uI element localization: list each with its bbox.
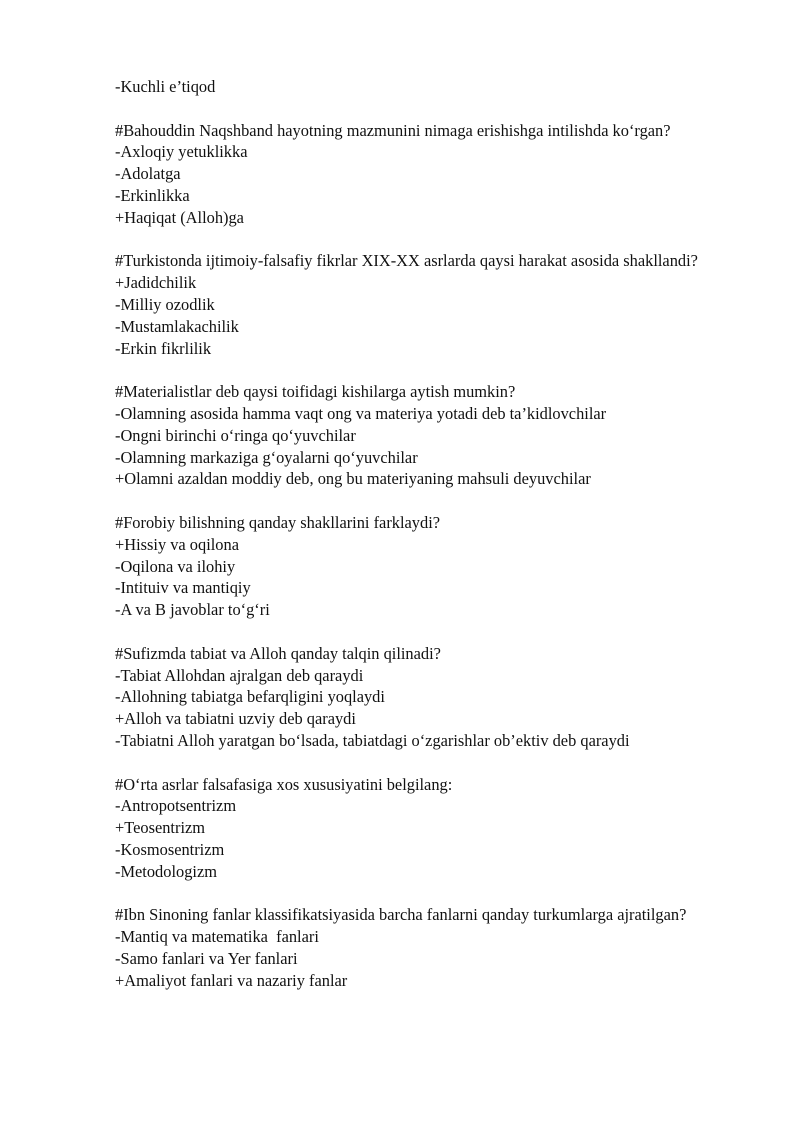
answer-option: -A va B javoblar to‘g‘ri: [115, 600, 270, 620]
answer-option: -Allohning tabiatga befarqligini yoqlaydi: [115, 687, 385, 707]
question-block-6: [115, 774, 743, 883]
question-text: #Forobiy bilishning qanday shakllarini farklaydi?: [115, 512, 441, 532]
question-text: #Turkistonda ijtimoiy-falsafiy fikrlar XIX-XX asrlarda qaysi harakat asosida shakllandi?: [115, 251, 698, 271]
question-block-2: [115, 250, 743, 359]
question-block-5: [115, 643, 743, 752]
answer-option: -Olamning asosida hamma vaqt ong va materiya yotadi deb ta’kidlovchilar: [115, 403, 607, 423]
answer-option: -Axloqiy yetuklikka: [115, 142, 248, 162]
answer-option-correct: +Teosentrizm: [115, 818, 206, 838]
question-text: #Sufizmda tabiat va Alloh qanday talqin qilinadi?: [115, 643, 441, 663]
answer-option: -Tabiatni Alloh yaratgan bo‘lsada, tabiatdagi o‘zgarishlar ob’ektiv deb qaraydi: [115, 730, 630, 750]
answer-option-correct: +Haqiqat (Alloh)ga: [115, 207, 244, 227]
answer-option-correct: +Hissiy va oqilona: [115, 534, 239, 554]
answer-option: -Tabiat Allohdan ajralgan deb qaraydi: [115, 665, 364, 685]
answer-option-correct: +Jadidchilik: [115, 273, 197, 293]
answer-option: -Antropotsentrizm: [115, 796, 237, 816]
answer-option: -Ongni birinchi o‘ringa qo‘yuvchilar: [115, 425, 356, 445]
answer-option-correct: +Amaliyot fanlari va nazariy fanlar: [115, 970, 348, 990]
answer-option: -Kosmosentrizm: [115, 839, 225, 859]
document-page: [115, 76, 743, 991]
question-text: #O‘rta asrlar falsafasiga xos xususiyatini belgilang:: [115, 774, 453, 794]
intro-line: -Kuchli e’tiqod: [115, 77, 216, 96]
question-text: #Bahouddin Naqshband hayotning mazmunini nimaga erishishga intilishda ko‘rgan?: [115, 120, 671, 140]
question-text: #Ibn Sinoning fanlar klassifikatsiyasida barcha fanlarni qanday turkumlarga ajratilgan?: [115, 905, 687, 925]
answer-option: -Intituiv va mantiqiy: [115, 578, 251, 598]
answer-option: -Olamning markaziga g‘oyalarni qo‘yuvchilar: [115, 447, 418, 467]
answer-option: -Metodologizm: [115, 861, 217, 881]
answer-option: -Samo fanlari va Yer fanlari: [115, 948, 298, 968]
answer-option: -Mantiq va matematika fanlari: [115, 927, 319, 947]
answer-option: -Oqilona va ilohiy: [115, 556, 236, 576]
answer-option-correct: +Olamni azaldan moddiy deb, ong bu materiyaning mahsuli deyuvchilar: [115, 469, 591, 489]
question-block-4: [115, 512, 743, 621]
question-block-7: [115, 904, 743, 991]
question-block-3: [115, 381, 743, 490]
answer-option-correct: +Alloh va tabiatni uzviy deb qaraydi: [115, 709, 356, 729]
answer-option: -Milliy ozodlik: [115, 294, 215, 314]
answer-option: -Adolatga: [115, 164, 181, 184]
answer-option: -Erkin fikrlilik: [115, 338, 212, 358]
question-text: #Materialistlar deb qaysi toifidagi kishilarga aytish mumkin?: [115, 382, 516, 402]
answer-option: -Mustamlakachilik: [115, 316, 239, 336]
answer-option: -Erkinlikka: [115, 185, 190, 205]
question-block-1: [115, 120, 743, 229]
